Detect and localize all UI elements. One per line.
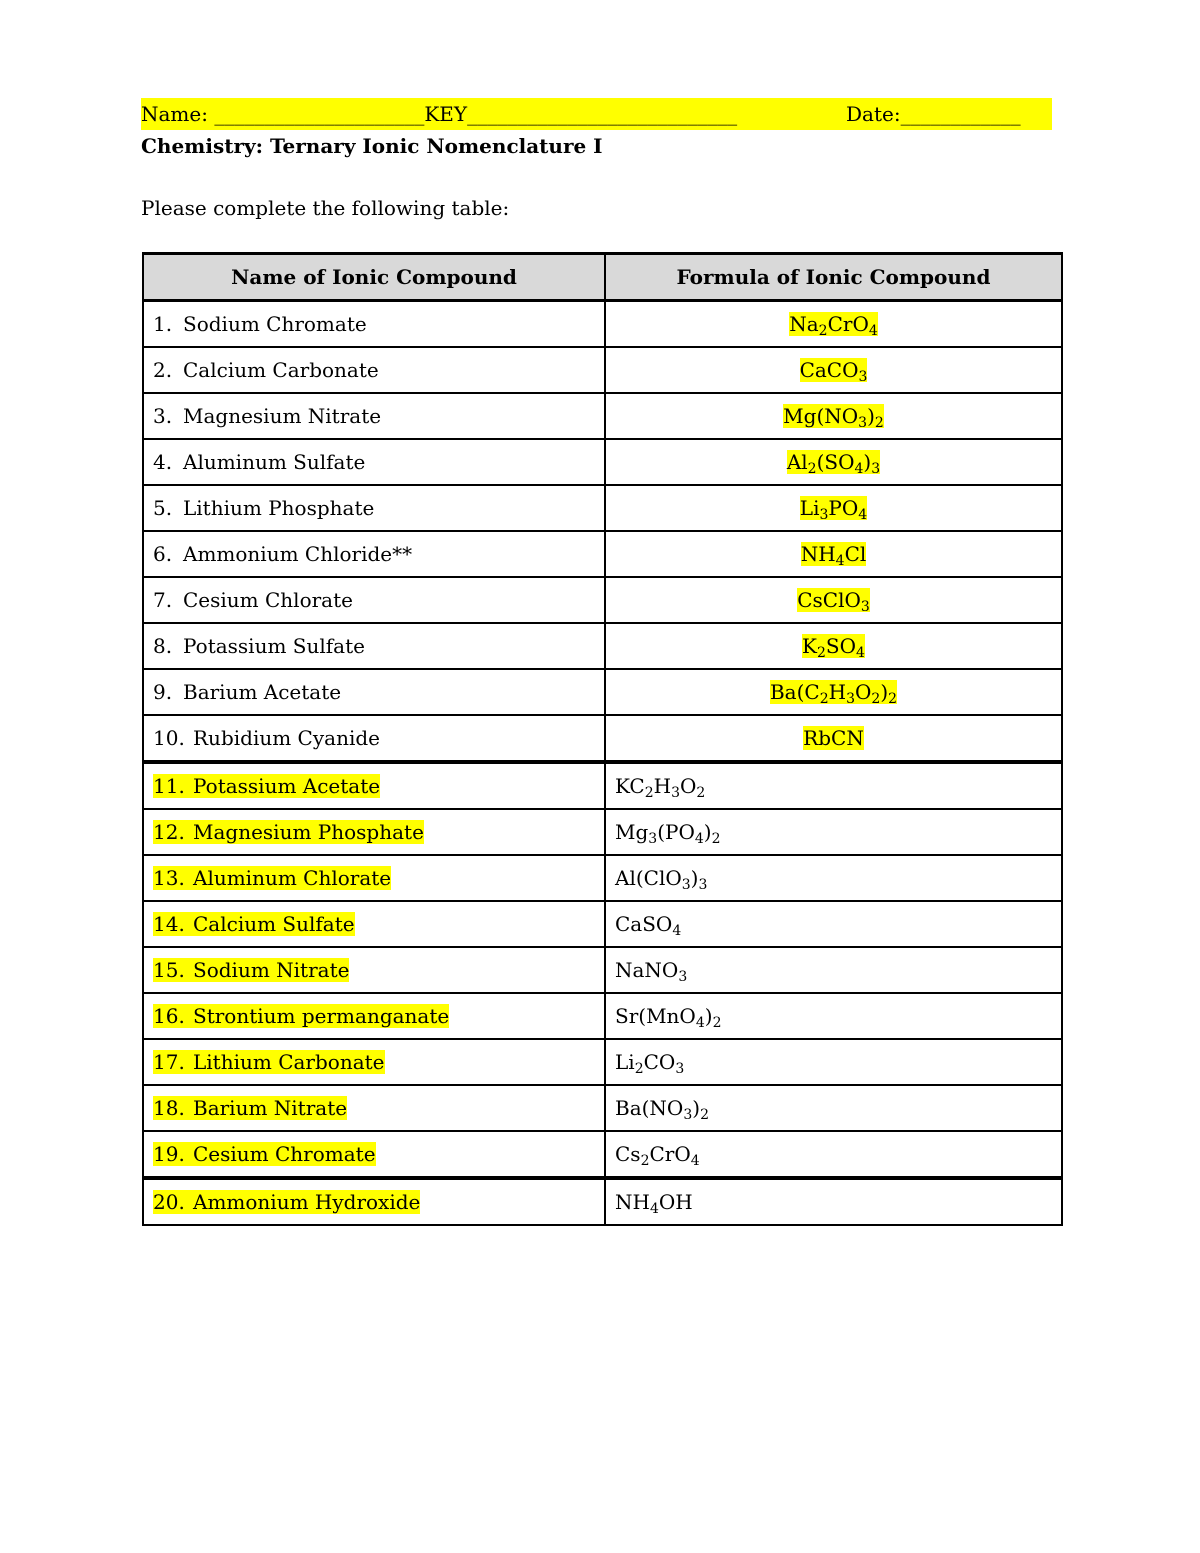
compound-name-cell [143, 762, 605, 809]
table-row [143, 577, 1062, 623]
table-header-row [143, 254, 1062, 301]
item-number: 2. [153, 358, 173, 382]
formula-cell [605, 947, 1062, 993]
compound-name-text: Rubidium Cyanide [193, 726, 380, 750]
compound-name-text: Cesium Chlorate [183, 588, 353, 612]
compound-name [153, 404, 381, 428]
table-row [143, 947, 1062, 993]
formula-cell [605, 762, 1062, 809]
chemical-formula: $Li_3PO_4$ [799, 496, 868, 523]
item-number: 19. [153, 1142, 185, 1166]
chemical-formula: $Cs_2CrO_4$ [615, 1142, 700, 1169]
formula-cell [605, 901, 1062, 947]
compound-name-text: Potassium Acetate [193, 774, 381, 798]
formula-cell [605, 1178, 1062, 1225]
compound-name-text: Strontium permanganate [193, 1004, 450, 1028]
table-row [143, 809, 1062, 855]
formula-cell [605, 809, 1062, 855]
formula-cell [605, 439, 1062, 485]
compound-name-cell [143, 1178, 605, 1225]
table-row [143, 531, 1062, 577]
compound-name-text: Lithium Phosphate [183, 496, 375, 520]
compound-name [153, 726, 380, 750]
item-number: 8. [153, 634, 173, 658]
chemical-formula: $Ba(NO_3)_2$ [615, 1096, 709, 1123]
compound-name-cell [143, 623, 605, 669]
formula-cell [605, 855, 1062, 901]
compound-name-text: Magnesium Nitrate [183, 404, 382, 428]
chemical-formula: NaNO$_3$ [615, 958, 688, 985]
compound-name-cell [143, 901, 605, 947]
table-row [143, 1085, 1062, 1131]
formula-cell [605, 669, 1062, 715]
item-number: 15. [153, 958, 185, 982]
formula-cell [605, 347, 1062, 393]
compound-name-cell [143, 947, 605, 993]
item-number: 3. [153, 404, 173, 428]
chemical-formula: RbCN [803, 726, 864, 750]
column-header-formula: Formula of Ionic Compound [605, 254, 1062, 301]
date-field: Date:____________ [846, 102, 1021, 126]
formula-cell [605, 1085, 1062, 1131]
compound-name [153, 450, 365, 474]
chemical-formula: CaCO$_3$ [799, 358, 868, 385]
compound-name [153, 912, 355, 936]
formula-cell [605, 993, 1062, 1039]
formula-cell [605, 393, 1062, 439]
compound-name-text: Aluminum Chlorate [193, 866, 392, 890]
item-number: 6. [153, 542, 173, 566]
table-row [143, 439, 1062, 485]
worksheet-title: Chemistry: Ternary Ionic Nomenclature I [141, 134, 603, 158]
nomenclature-table [142, 252, 1063, 1226]
compound-name [153, 634, 365, 658]
item-number: 14. [153, 912, 185, 936]
compound-name-cell [143, 715, 605, 762]
table-row [143, 623, 1062, 669]
table-row [143, 901, 1062, 947]
compound-name [153, 680, 341, 704]
compound-name-cell [143, 485, 605, 531]
table-row [143, 669, 1062, 715]
chemical-formula: $Li_2CO_3$ [615, 1050, 685, 1077]
formula-cell [605, 715, 1062, 762]
compound-name [153, 588, 353, 612]
table-row [143, 1178, 1062, 1225]
compound-name-text: Potassium Sulfate [183, 634, 365, 658]
table-row [143, 1039, 1062, 1085]
chemical-formula: $Sr(MnO_4)_2$ [615, 1004, 722, 1031]
formula-cell [605, 301, 1062, 348]
chemical-formula: $Al(ClO_3)_3$ [615, 866, 708, 893]
compound-name [153, 358, 379, 382]
compound-name-text: Sodium Nitrate [193, 958, 350, 982]
compound-name [153, 866, 391, 890]
item-number: 7. [153, 588, 173, 612]
item-number: 13. [153, 866, 185, 890]
compound-name [153, 496, 374, 520]
item-number: 17. [153, 1050, 185, 1074]
compound-name [153, 774, 380, 798]
table-row [143, 347, 1062, 393]
formula-cell [605, 577, 1062, 623]
item-number: 9. [153, 680, 173, 704]
compound-name-cell [143, 531, 605, 577]
name-key-field: Name: _____________________KEY___________________________ [141, 102, 738, 126]
compound-name-cell [143, 347, 605, 393]
compound-name-text: Calcium Carbonate [183, 358, 379, 382]
item-number: 5. [153, 496, 173, 520]
compound-name [153, 1142, 376, 1166]
compound-name-text: Lithium Carbonate [193, 1050, 385, 1074]
item-number: 1. [153, 312, 173, 336]
instructions: Please complete the following table: [141, 196, 510, 220]
chemical-formula: $Na_2CrO_4$ [789, 312, 878, 339]
formula-cell [605, 485, 1062, 531]
item-number: 20. [153, 1190, 185, 1214]
compound-name-text: Barium Nitrate [193, 1096, 348, 1120]
compound-name-cell [143, 855, 605, 901]
item-number: 10. [153, 726, 185, 750]
chemical-formula: $NH_4Cl$ [800, 542, 867, 569]
chemical-formula: $Mg(NO_3)_2$ [783, 404, 884, 431]
compound-name-cell [143, 577, 605, 623]
table-row [143, 301, 1062, 348]
compound-name-text: Magnesium Phosphate [193, 820, 424, 844]
compound-name-text: Calcium Sulfate [193, 912, 355, 936]
compound-name [153, 1096, 347, 1120]
table-row [143, 393, 1062, 439]
compound-name-text: Sodium Chromate [183, 312, 367, 336]
formula-cell [605, 1039, 1062, 1085]
compound-name-cell [143, 301, 605, 348]
compound-name [153, 1004, 449, 1028]
compound-name-cell [143, 669, 605, 715]
compound-name-cell [143, 1085, 605, 1131]
compound-name-cell [143, 993, 605, 1039]
compound-name-cell [143, 809, 605, 855]
compound-name-text: Aluminum Sulfate [183, 450, 366, 474]
table-body [143, 301, 1062, 1226]
compound-name [153, 1050, 385, 1074]
compound-name-text: Cesium Chromate [193, 1142, 376, 1166]
compound-name-text: Ammonium Hydroxide [193, 1190, 421, 1214]
compound-name-text: Ammonium Chloride** [183, 542, 413, 566]
formula-cell [605, 1131, 1062, 1178]
item-number: 11. [153, 774, 185, 798]
compound-name-cell [143, 393, 605, 439]
compound-name-cell [143, 439, 605, 485]
compound-name [153, 312, 367, 336]
item-number: 4. [153, 450, 173, 474]
compound-name [153, 1190, 420, 1214]
compound-name-cell [143, 1039, 605, 1085]
table-row [143, 715, 1062, 762]
chemical-formula: $NH_4OH$ [615, 1190, 693, 1217]
table-row [143, 485, 1062, 531]
name-date-line [141, 98, 1052, 130]
chemical-formula: $Ba(C_2H_3O_2)_2$ [769, 680, 898, 707]
compound-name-cell [143, 1131, 605, 1178]
item-number: 12. [153, 820, 185, 844]
formula-cell [605, 623, 1062, 669]
item-number: 18. [153, 1096, 185, 1120]
formula-cell [605, 531, 1062, 577]
chemical-formula: $Mg_3(PO_4)_2$ [615, 820, 721, 847]
compound-name [153, 542, 412, 566]
compound-name-text: Barium Acetate [183, 680, 342, 704]
chemical-formula: $Al_2(SO_4)_3$ [786, 450, 881, 477]
chemical-formula: $KC_2H_3O_2$ [615, 774, 706, 801]
table-row [143, 762, 1062, 809]
compound-name [153, 820, 424, 844]
chemical-formula: CsClO$_3$ [797, 588, 870, 615]
item-number: 16. [153, 1004, 185, 1028]
table-row [143, 993, 1062, 1039]
compound-name [153, 958, 349, 982]
chemical-formula: $K_2SO_4$ [802, 634, 865, 661]
column-header-name: Name of Ionic Compound [143, 254, 605, 301]
chemical-formula: CaSO$_4$ [615, 912, 682, 939]
table-row [143, 855, 1062, 901]
table-row [143, 1131, 1062, 1178]
